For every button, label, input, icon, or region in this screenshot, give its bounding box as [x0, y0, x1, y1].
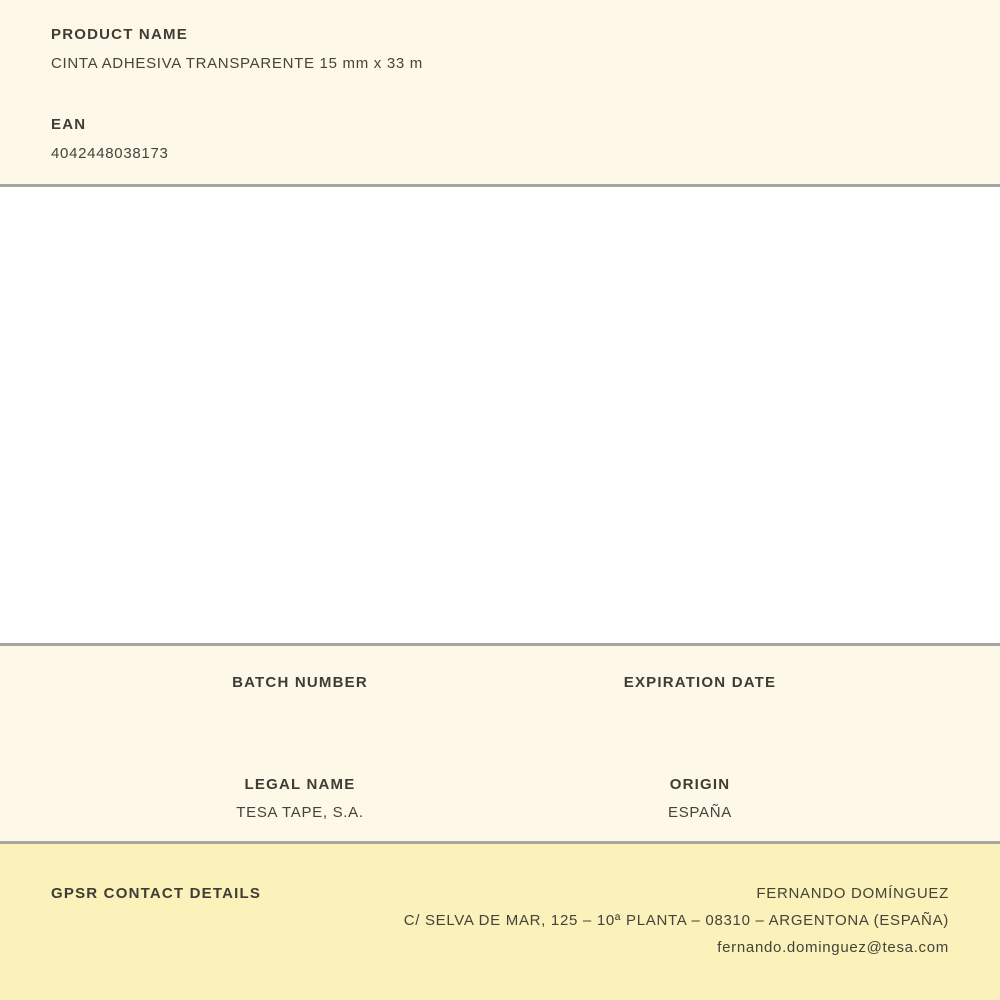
legal-name-value: TESA TAPE, S.A. [236, 804, 364, 821]
gpsr-contact-info [404, 886, 949, 956]
legal-name-label: LEGAL NAME [244, 776, 356, 793]
empty-content-area [0, 187, 1000, 643]
origin-cell [500, 777, 900, 821]
origin-label: ORIGIN [669, 776, 731, 793]
contact-name: FERNANDO DOMÍNGUEZ [756, 885, 949, 902]
batch-number-cell [100, 675, 500, 703]
product-details-section [0, 646, 1000, 841]
contact-email: fernando.dominguez@tesa.com [717, 939, 949, 956]
contact-address: C/ SELVA DE MAR, 125 – 10ª PLANTA – 08310 – ARGENTONA (ESPAÑA) [403, 912, 949, 929]
gpsr-contact-label: GPSR CONTACT DETAILS [51, 885, 262, 902]
product-name-value: CINTA ADHESIVA TRANSPARENTE 15 mm x 33 m [51, 55, 423, 72]
ean-block [51, 117, 949, 162]
product-name-block [51, 27, 949, 72]
gpsr-contact-section [0, 844, 1000, 1000]
batch-number-label: BATCH NUMBER [232, 674, 368, 691]
product-name-label: PRODUCT NAME [51, 26, 188, 43]
origin-value: ESPAÑA [668, 804, 732, 821]
batch-expiration-row [100, 675, 900, 703]
product-identity-section [0, 0, 1000, 184]
legal-origin-row [100, 777, 900, 821]
expiration-date-label: EXPIRATION DATE [623, 674, 777, 691]
ean-label: EAN [51, 116, 87, 133]
expiration-date-cell [500, 675, 900, 703]
legal-name-cell [100, 777, 500, 821]
ean-value: 4042448038173 [51, 145, 169, 162]
